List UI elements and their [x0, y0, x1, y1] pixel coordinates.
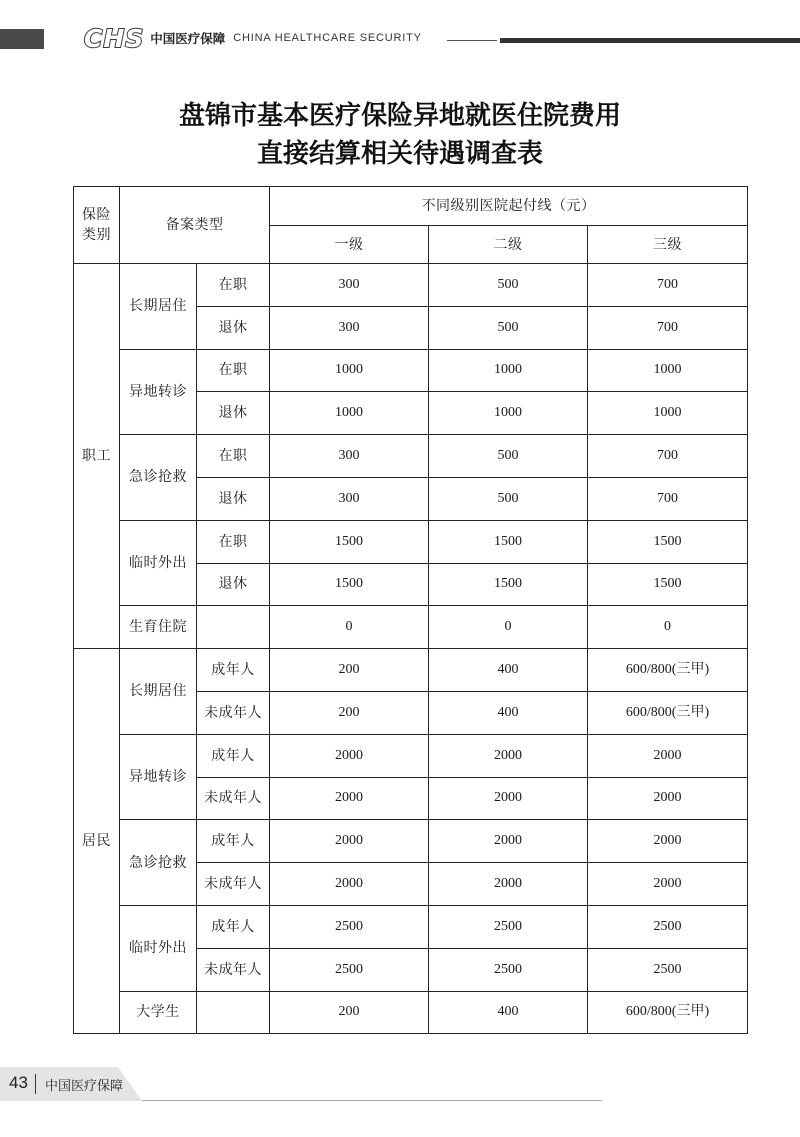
threshold-value-cell: 2500 [270, 948, 429, 991]
threshold-value-cell: 700 [588, 306, 748, 349]
threshold-value-cell: 1000 [270, 349, 429, 392]
header-bar-block [0, 29, 44, 49]
threshold-value-cell: 2000 [429, 820, 588, 863]
header-row-1 [74, 187, 748, 226]
threshold-value-cell: 2000 [588, 734, 748, 777]
footer-separator [35, 1074, 36, 1094]
threshold-value-cell: 1000 [429, 349, 588, 392]
filing-type-cell: 大学生 [120, 991, 197, 1034]
threshold-value-cell: 200 [270, 691, 429, 734]
threshold-table [73, 186, 748, 1034]
sub-type-cell: 未成年人 [197, 777, 270, 820]
filing-type-cell: 急诊抢救 [120, 820, 197, 906]
threshold-value-cell: 2000 [270, 734, 429, 777]
filing-type-cell: 急诊抢救 [120, 435, 197, 521]
header-logo [84, 24, 422, 52]
sub-type-cell: 退休 [197, 563, 270, 606]
threshold-value-cell: 400 [429, 649, 588, 692]
header-threshold: 不同级别医院起付线（元） [270, 187, 748, 226]
footer-rule [142, 1100, 602, 1101]
threshold-value-cell: 2500 [588, 905, 748, 948]
threshold-value-cell: 1500 [429, 563, 588, 606]
table-row [74, 435, 748, 478]
threshold-value-cell: 0 [588, 606, 748, 649]
header-level-2: 二级 [429, 226, 588, 264]
threshold-value-cell: 2000 [429, 734, 588, 777]
threshold-value-cell: 500 [429, 477, 588, 520]
title-line-1: 盘锦市基本医疗保险异地就医住院费用 [178, 101, 621, 131]
header-rule-thick [500, 38, 800, 43]
threshold-value-cell: 1500 [588, 563, 748, 606]
threshold-value-cell: 2500 [429, 948, 588, 991]
filing-type-cell: 临时外出 [120, 520, 197, 606]
table-row [74, 734, 748, 777]
threshold-value-cell: 2500 [429, 905, 588, 948]
threshold-value-cell: 2500 [588, 948, 748, 991]
table-row [74, 991, 748, 1034]
employee-category-cell: 职工 [74, 264, 120, 649]
threshold-value-cell: 1500 [270, 563, 429, 606]
sub-type-cell: 在职 [197, 349, 270, 392]
threshold-value-cell: 2000 [270, 777, 429, 820]
sub-type-cell: 未成年人 [197, 691, 270, 734]
threshold-value-cell: 300 [270, 435, 429, 478]
header-filing-type: 备案类型 [120, 187, 270, 264]
sub-type-cell: 成年人 [197, 905, 270, 948]
threshold-value-cell: 1000 [270, 392, 429, 435]
threshold-value-cell: 600/800(三甲) [588, 991, 748, 1034]
sub-type-cell-empty [197, 991, 270, 1034]
threshold-value-cell: 400 [429, 991, 588, 1034]
threshold-value-cell: 2000 [588, 777, 748, 820]
sub-type-cell: 在职 [197, 435, 270, 478]
footer-brand-cn: 中国医疗保障 [45, 1079, 124, 1094]
threshold-value-cell: 200 [270, 991, 429, 1034]
threshold-value-cell: 500 [429, 435, 588, 478]
threshold-value-cell: 2000 [588, 820, 748, 863]
threshold-value-cell: 700 [588, 264, 748, 307]
threshold-value-cell: 1000 [588, 392, 748, 435]
filing-type-cell: 临时外出 [120, 905, 197, 991]
threshold-value-cell: 2000 [429, 777, 588, 820]
filing-type-cell: 异地转诊 [120, 734, 197, 820]
threshold-value-cell: 0 [429, 606, 588, 649]
sub-type-cell: 在职 [197, 264, 270, 307]
threshold-value-cell: 300 [270, 306, 429, 349]
table-row [74, 905, 748, 948]
threshold-value-cell: 300 [270, 477, 429, 520]
header-brand-en: CHINA HEALTHCARE SECURITY [233, 32, 422, 44]
threshold-value-cell: 1500 [588, 520, 748, 563]
title-line-2: 直接结算相关待遇调查表 [256, 139, 543, 169]
header-level-3: 三级 [588, 226, 748, 264]
threshold-value-cell: 2000 [429, 863, 588, 906]
sub-type-cell: 未成年人 [197, 863, 270, 906]
threshold-value-cell: 2000 [588, 863, 748, 906]
filing-type-cell: 异地转诊 [120, 349, 197, 435]
table-row [74, 520, 748, 563]
table-row [74, 649, 748, 692]
table-body [74, 187, 748, 1034]
filing-type-cell: 长期居住 [120, 649, 197, 735]
threshold-value-cell: 600/800(三甲) [588, 649, 748, 692]
filing-type-cell: 生育住院 [120, 606, 197, 649]
sub-type-cell: 在职 [197, 520, 270, 563]
header-insurance-type-label: 保险类别 [82, 207, 111, 243]
threshold-value-cell: 1500 [429, 520, 588, 563]
threshold-value-cell: 0 [270, 606, 429, 649]
threshold-value-cell: 600/800(三甲) [588, 691, 748, 734]
filing-type-cell: 长期居住 [120, 264, 197, 350]
page-title [0, 97, 800, 173]
threshold-value-cell: 500 [429, 306, 588, 349]
threshold-value-cell: 500 [429, 264, 588, 307]
table-row [74, 349, 748, 392]
sub-type-cell: 退休 [197, 306, 270, 349]
threshold-value-cell: 200 [270, 649, 429, 692]
header-insurance-type [74, 187, 120, 264]
threshold-value-cell: 1000 [588, 349, 748, 392]
threshold-value-cell: 700 [588, 435, 748, 478]
sub-type-cell: 成年人 [197, 734, 270, 777]
table-row [74, 820, 748, 863]
page-number: 43 [9, 1073, 28, 1092]
sub-type-cell: 退休 [197, 392, 270, 435]
threshold-value-cell: 2500 [270, 905, 429, 948]
resident-category-cell: 居民 [74, 649, 120, 1034]
sub-type-cell: 未成年人 [197, 948, 270, 991]
threshold-value-cell: 1500 [270, 520, 429, 563]
threshold-value-cell: 1000 [429, 392, 588, 435]
threshold-value-cell: 300 [270, 264, 429, 307]
sub-type-cell-empty [197, 606, 270, 649]
threshold-value-cell: 700 [588, 477, 748, 520]
threshold-value-cell: 2000 [270, 863, 429, 906]
sub-type-cell: 退休 [197, 477, 270, 520]
threshold-value-cell: 400 [429, 691, 588, 734]
table-row [74, 606, 748, 649]
sub-type-cell: 成年人 [197, 649, 270, 692]
header-rule-thin [447, 40, 497, 41]
sub-type-cell: 成年人 [197, 820, 270, 863]
chs-logo-mark: CHS [84, 23, 145, 53]
header-brand-cn: 中国医疗保障 [150, 31, 226, 46]
threshold-value-cell: 2000 [270, 820, 429, 863]
table-row [74, 264, 748, 307]
header-level-1: 一级 [270, 226, 429, 264]
